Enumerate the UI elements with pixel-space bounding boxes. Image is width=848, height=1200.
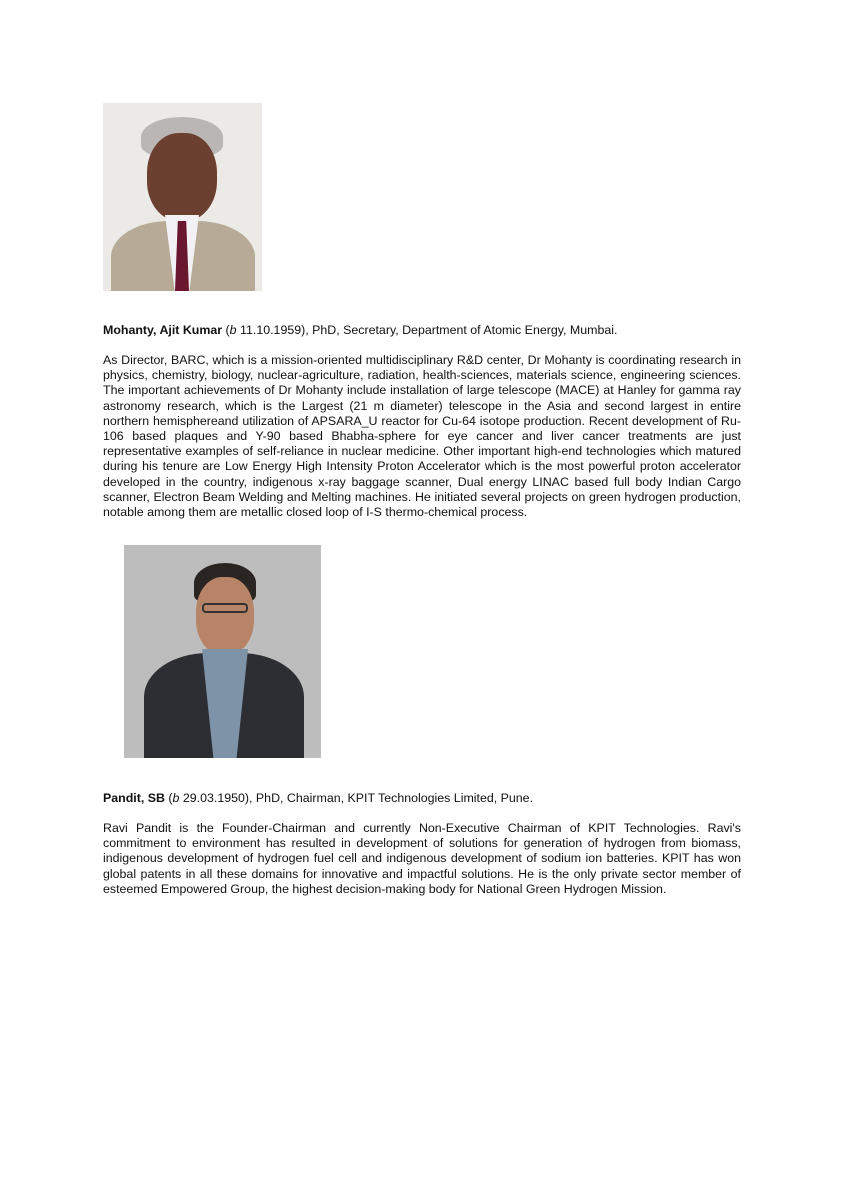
person-details: 11.10.1959), PhD, Secretary, Department of Atomic Energy, Mumbai.: [236, 323, 618, 337]
portrait-photo-pandit: [124, 545, 321, 758]
person-name: Mohanty, Ajit Kumar: [103, 323, 223, 337]
entry-heading: Pandit, SB (b 29.03.1950), PhD, Chairman, KPIT Technologies Limited, Pune.: [103, 791, 534, 805]
biography-paragraph: As Director, BARC, which is a mission-oriented multidisciplinary R&D center, Dr Mohanty is coordinating research in physics, chemistry, biology, nuclear-agriculture, radiation, health-sciences, materials science, engineering sciences. The important achievements of Dr Mohanty include installation of large telescope (MACE) at Hanley for gamma ray astronomy research, which is the Largest (21 m diameter) telescope in the Asia and second largest in entire northern hemisphereand utilization of APSARA_U reactor for Cu-64 isotope production. Recent development of Ru-106 based plaques and Y-90 based Bhabha-sphere for eye cancer and liver cancer treatments are just representative examples of self-reliance in nuclear medicine. Other important high-end technologies which matured during his tenure are Low Energy High Intensity Proton Accelerator which is the most powerful proton accelerator developed in the country, indigenous x-ray baggage scanner, Dual energy LINAC based full body Indian Cargo scanner, Electron Beam Welding and Melting machines. He initiated several projects on green hydrogen production, notable among them are metallic closed loop of I-S thermo-chemical process.: [103, 353, 741, 520]
birth-prefix: b: [229, 323, 237, 337]
person-details: 29.03.1950), PhD, Chairman, KPIT Technologies Limited, Pune.: [179, 791, 534, 805]
entry-heading: Mohanty, Ajit Kumar (b 11.10.1959), PhD, Secretary, Department of Atomic Energy, Mumbai.: [103, 323, 618, 337]
birth-prefix: b: [172, 791, 180, 805]
person-name: Pandit, SB: [103, 791, 165, 805]
biography-paragraph: Ravi Pandit is the Founder-Chairman and currently Non-Executive Chairman of KPIT Technologies. Ravi's commitment to environment has resulted in development of solutions for generation of hydrogen from biomass, indigenous development of hydrogen fuel cell and indigenous development of sodium ion batteries. KPIT has won global patents in all these domains for innovative and impactful solutions. He is the only private sector member of esteemed Empowered Group, the highest decision-making body for National Green Hydrogen Mission.: [103, 821, 741, 896]
portrait-photo-mohanty: [103, 103, 262, 291]
